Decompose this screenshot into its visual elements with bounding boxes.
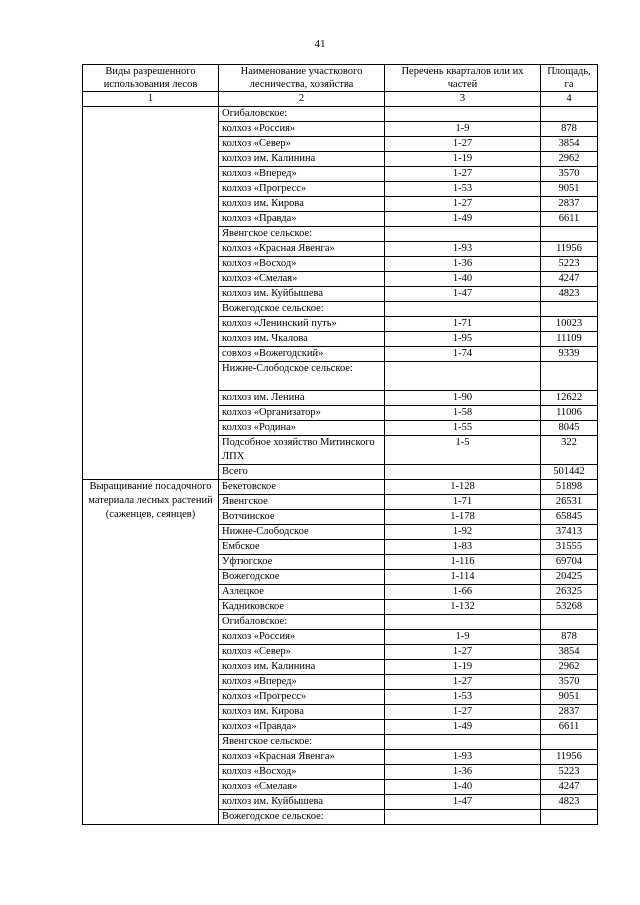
header-forestry-name: Наименование участкового лесничества, хозяйства (219, 65, 385, 92)
quarters-cell: 1-27 (385, 197, 541, 212)
quarters-cell (385, 465, 541, 480)
forestry-name-cell: Явенгское сельское: (219, 227, 385, 242)
quarters-cell: 1-93 (385, 242, 541, 257)
forestry-name-cell: Уфтюгское (219, 555, 385, 570)
quarters-cell: 1-5 (385, 436, 541, 465)
forestry-name-cell: колхоз им. Калинина (219, 660, 385, 675)
quarters-cell: 1-49 (385, 212, 541, 227)
quarters-cell: 1-47 (385, 287, 541, 302)
column-number: 4 (541, 92, 598, 107)
quarters-cell: 1-90 (385, 391, 541, 406)
forestry-name-cell: колхоз «Правда» (219, 720, 385, 735)
forestry-name-cell: колхоз «Правда» (219, 212, 385, 227)
column-number: 2 (219, 92, 385, 107)
forestry-name-cell: колхоз «Север» (219, 645, 385, 660)
quarters-cell: 1-27 (385, 705, 541, 720)
area-cell: 4823 (541, 795, 598, 810)
quarters-cell: 1-83 (385, 540, 541, 555)
area-cell: 65845 (541, 510, 598, 525)
area-cell: 53268 (541, 600, 598, 615)
area-cell: 9051 (541, 690, 598, 705)
table-header-row (83, 65, 598, 92)
table-row (83, 480, 598, 495)
quarters-cell: 1-92 (385, 525, 541, 540)
area-cell: 4247 (541, 780, 598, 795)
forestry-name-cell: Нижне-Слободское (219, 525, 385, 540)
quarters-cell: 1-9 (385, 630, 541, 645)
table-body (83, 107, 598, 825)
forestry-name-cell: Огибаловское: (219, 107, 385, 122)
forestry-name-cell: колхоз «Восход» (219, 257, 385, 272)
column-number: 1 (83, 92, 219, 107)
quarters-cell: 1-132 (385, 600, 541, 615)
area-cell: 322 (541, 436, 598, 465)
quarters-cell: 1-36 (385, 765, 541, 780)
forestry-name-cell: совхоз «Вожегодский» (219, 347, 385, 362)
quarters-cell: 1-55 (385, 421, 541, 436)
forestry-name-cell: Огибаловское: (219, 615, 385, 630)
forestry-name-cell: колхоз «Смелая» (219, 272, 385, 287)
header-quarters: Перечень кварталов или их частей (385, 65, 541, 92)
quarters-cell: 1-53 (385, 182, 541, 197)
quarters-cell: 1-36 (385, 257, 541, 272)
forestry-name-cell: колхоз «Организатор» (219, 406, 385, 421)
quarters-cell (385, 615, 541, 630)
area-cell: 6611 (541, 720, 598, 735)
quarters-cell (385, 735, 541, 750)
quarters-cell (385, 107, 541, 122)
quarters-cell: 1-93 (385, 750, 541, 765)
area-cell: 2837 (541, 197, 598, 212)
forestry-name-cell: Вожегодское сельское: (219, 810, 385, 825)
forestry-name-cell: колхоз «Родина» (219, 421, 385, 436)
forestry-name-cell: колхоз «Ленинский путь» (219, 317, 385, 332)
forestry-name-cell: колхоз «Вперед» (219, 675, 385, 690)
quarters-cell: 1-128 (385, 480, 541, 495)
quarters-cell: 1-114 (385, 570, 541, 585)
forestry-name-cell: Вотчинское (219, 510, 385, 525)
forestry-name-cell: колхоз им. Ленина (219, 391, 385, 406)
forestry-name-cell: Всего (219, 465, 385, 480)
page-number: 41 (314, 38, 326, 50)
quarters-cell: 1-49 (385, 720, 541, 735)
forestry-name-cell: Вожегодское сельское: (219, 302, 385, 317)
quarters-cell: 1-19 (385, 660, 541, 675)
area-cell: 2962 (541, 152, 598, 167)
area-cell (541, 227, 598, 242)
area-cell: 6611 (541, 212, 598, 227)
forestry-name-cell: колхоз им. Куйбышева (219, 795, 385, 810)
forest-use-table (82, 64, 598, 825)
forestry-name-cell: колхоз «Красная Явенга» (219, 242, 385, 257)
quarters-cell: 1-27 (385, 167, 541, 182)
area-cell: 26325 (541, 585, 598, 600)
area-cell: 878 (541, 630, 598, 645)
forestry-name-cell: колхоз им. Калинина (219, 152, 385, 167)
area-cell: 11956 (541, 242, 598, 257)
forestry-name-cell: колхоз им. Кирова (219, 197, 385, 212)
area-cell: 3854 (541, 645, 598, 660)
forestry-name-cell: Бекетовское (219, 480, 385, 495)
forestry-name-cell: Вожегодское (219, 570, 385, 585)
area-cell: 2962 (541, 660, 598, 675)
header-use-type: Виды разрешенного использования лесов (83, 65, 219, 92)
quarters-cell: 1-9 (385, 122, 541, 137)
area-cell (541, 362, 598, 391)
area-cell: 5223 (541, 765, 598, 780)
forestry-name-cell: колхоз «Прогресс» (219, 182, 385, 197)
area-cell: 8045 (541, 421, 598, 436)
area-cell (541, 107, 598, 122)
forestry-name-cell: колхоз им. Кирова (219, 705, 385, 720)
table-row (83, 107, 598, 122)
forestry-name-cell: колхоз «Россия» (219, 122, 385, 137)
forestry-name-cell: колхоз «Вперед» (219, 167, 385, 182)
area-cell: 11109 (541, 332, 598, 347)
quarters-cell: 1-74 (385, 347, 541, 362)
forestry-name-cell: Явенгское (219, 495, 385, 510)
area-cell: 69704 (541, 555, 598, 570)
forestry-name-cell: Азлецкое (219, 585, 385, 600)
quarters-cell: 1-71 (385, 317, 541, 332)
forestry-name-cell: колхоз «Прогресс» (219, 690, 385, 705)
quarters-cell: 1-178 (385, 510, 541, 525)
area-cell (541, 735, 598, 750)
area-cell: 31555 (541, 540, 598, 555)
area-cell: 11956 (541, 750, 598, 765)
area-cell: 3570 (541, 167, 598, 182)
quarters-cell: 1-71 (385, 495, 541, 510)
quarters-cell: 1-53 (385, 690, 541, 705)
forestry-name-cell: колхоз «Смелая» (219, 780, 385, 795)
forestry-name-cell: колхоз «Красная Явенга» (219, 750, 385, 765)
forestry-name-cell: колхоз им. Чкалова (219, 332, 385, 347)
area-cell (541, 302, 598, 317)
quarters-cell: 1-66 (385, 585, 541, 600)
quarters-cell: 1-95 (385, 332, 541, 347)
forestry-name-cell: колхоз им. Куйбышева (219, 287, 385, 302)
area-cell: 10023 (541, 317, 598, 332)
quarters-cell: 1-58 (385, 406, 541, 421)
area-cell: 26531 (541, 495, 598, 510)
area-cell: 11006 (541, 406, 598, 421)
quarters-cell: 1-40 (385, 272, 541, 287)
quarters-cell (385, 227, 541, 242)
column-number-row (83, 92, 598, 107)
use-type-cell: Выращивание посадочного материала лесных растений (саженцев, сеянцев) (83, 480, 219, 825)
area-cell (541, 810, 598, 825)
quarters-cell (385, 810, 541, 825)
area-cell: 878 (541, 122, 598, 137)
forestry-name-cell: Кадниковское (219, 600, 385, 615)
quarters-cell: 1-47 (385, 795, 541, 810)
quarters-cell (385, 302, 541, 317)
quarters-cell: 1-27 (385, 675, 541, 690)
area-cell: 4247 (541, 272, 598, 287)
area-cell: 37413 (541, 525, 598, 540)
forestry-name-cell: Явенгское сельское: (219, 735, 385, 750)
quarters-cell: 1-27 (385, 137, 541, 152)
forestry-name-cell: Ембское (219, 540, 385, 555)
area-cell: 3570 (541, 675, 598, 690)
area-cell: 9339 (541, 347, 598, 362)
area-cell: 12622 (541, 391, 598, 406)
quarters-cell (385, 362, 541, 391)
area-cell: 5223 (541, 257, 598, 272)
forestry-name-cell: колхоз «Восход» (219, 765, 385, 780)
area-cell: 9051 (541, 182, 598, 197)
area-cell: 20425 (541, 570, 598, 585)
area-cell (541, 615, 598, 630)
area-cell: 501442 (541, 465, 598, 480)
forestry-name-cell: колхоз «Россия» (219, 630, 385, 645)
quarters-cell: 1-116 (385, 555, 541, 570)
use-type-cell (83, 107, 219, 480)
forestry-name-cell: Нижне-Слободское сельское: (219, 362, 385, 391)
area-cell: 2837 (541, 705, 598, 720)
column-number: 3 (385, 92, 541, 107)
forestry-name-cell: Подсобное хозяйство Митинского ЛПХ (219, 436, 385, 465)
quarters-cell: 1-27 (385, 645, 541, 660)
quarters-cell: 1-19 (385, 152, 541, 167)
forestry-name-cell: колхоз «Север» (219, 137, 385, 152)
header-area: Площадь, га (541, 65, 598, 92)
quarters-cell: 1-40 (385, 780, 541, 795)
area-cell: 51898 (541, 480, 598, 495)
area-cell: 3854 (541, 137, 598, 152)
area-cell: 4823 (541, 287, 598, 302)
